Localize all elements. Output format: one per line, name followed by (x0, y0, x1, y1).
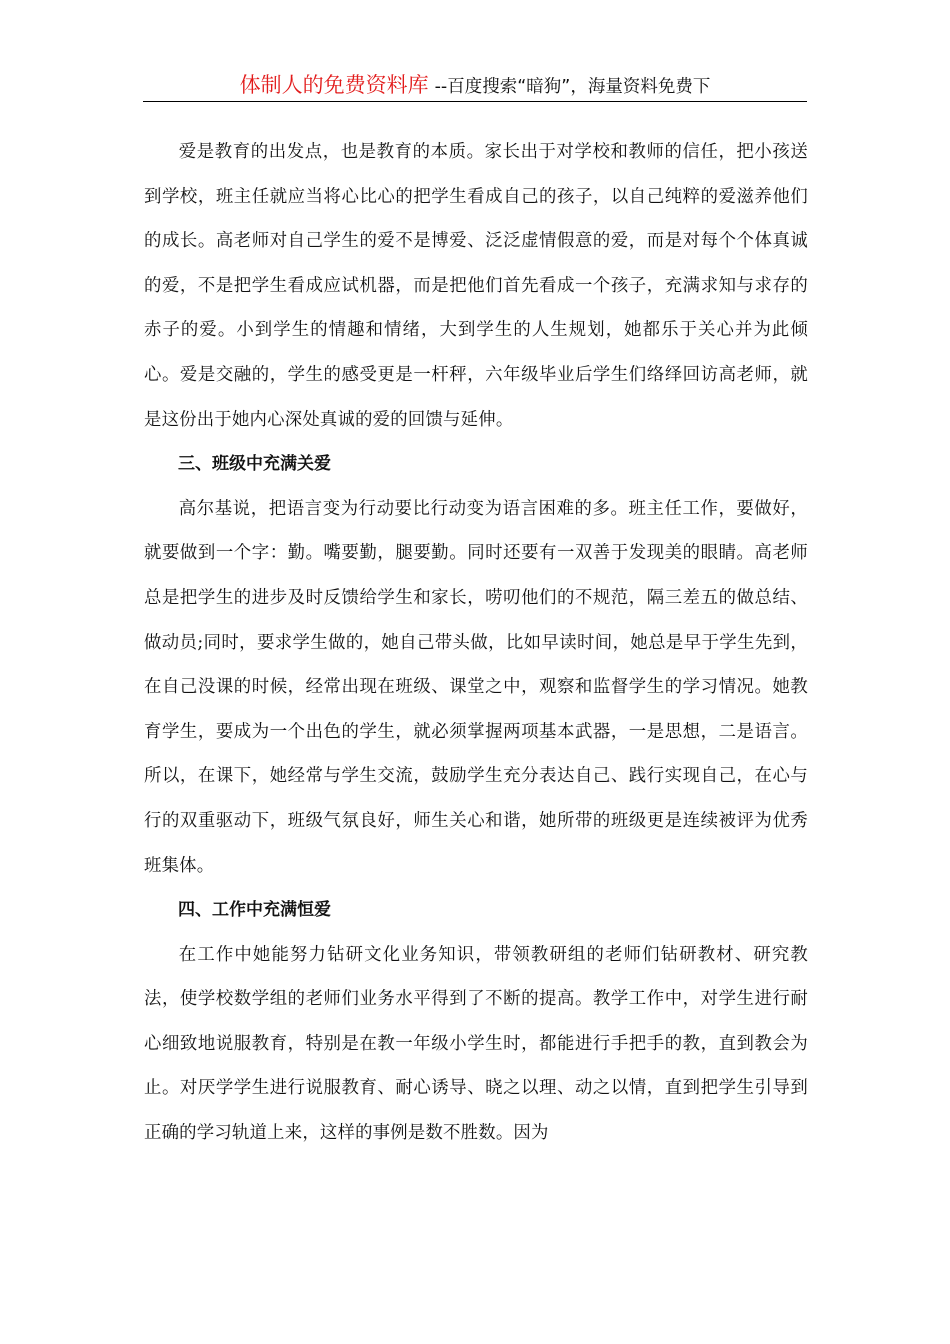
section-heading-4: 四、工作中充满恒爱 (178, 900, 331, 921)
header-tagline: --百度搜索“暗狗”，海量资料免费下 (434, 77, 711, 97)
section-heading-3: 三、班级中充满关爱 (178, 454, 331, 475)
header-brand: 体制人的免费资料库 (239, 73, 429, 97)
header-banner (240, 70, 711, 102)
paragraph-love-essence: 爱是教育的出发点，也是教育的本质。家长出于对学校和教师的信任，把小孩送到学校，班主任就应当将心比心的把学生看成自己的孩子，以自己纯粹的爱滋养他们的成长。高老师对自己学生的爱不是博爱、泛泛虚情假意的爱，而是对每个个体真诚的爱，不是把学生看成应试机器，而是把他们首先看成一个孩子，充满求知与求存的赤子的爱。小到学生的情趣和情绪，大到学生的人生规划，她都乐于关心并为此倾心。爱是交融的，学生的感受更是一杆秤，六年级毕业后学生们络绎回访高老师，就是这份出于她内心深处真诚的爱的回馈与延伸。 (144, 142, 808, 430)
page-header (143, 70, 807, 102)
document-body (144, 130, 808, 1156)
paragraph-work-dedication: 在工作中她能努力钻研文化业务知识，带领教研组的老师们钻研教材、研究教法，使学校数学组的老师们业务水平得到了不断的提高。教学工作中，对学生进行耐心细致地说服教育，特别是在教一年级小学生时，都能进行手把手的教，直到教会为止。对厌学学生进行说服教育、耐心诱导、晓之以理、动之以情，直到把学生引导到正确的学习轨道上来，这样的事例是数不胜数。因为 (144, 944, 808, 1144)
paragraph-class-care: 高尔基说，把语言变为行动要比行动变为语言困难的多。班主任工作，要做好，就要做到一个字：勤。嘴要勤，腿要勤。同时还要有一双善于发现美的眼睛。高老师总是把学生的进步及时反馈给学生和家长，唠叨他们的不规范，隔三差五的做总结、做动员;同时，要求学生做的，她自己带头做，比如早读时间，她总是早于学生先到，在自己没课的时候，经常出现在班级、课堂之中，观察和监督学生的学习情况。她教育学生，要成为一个出色的学生，就必须掌握两项基本武器，一是思想，二是语言。所以，在课下，她经常与学生交流，鼓励学生充分表达自己、践行实现自己，在心与行的双重驱动下，班级气氛良好，师生关心和谐，她所带的班级更是连续被评为优秀班集体。 (144, 498, 808, 876)
